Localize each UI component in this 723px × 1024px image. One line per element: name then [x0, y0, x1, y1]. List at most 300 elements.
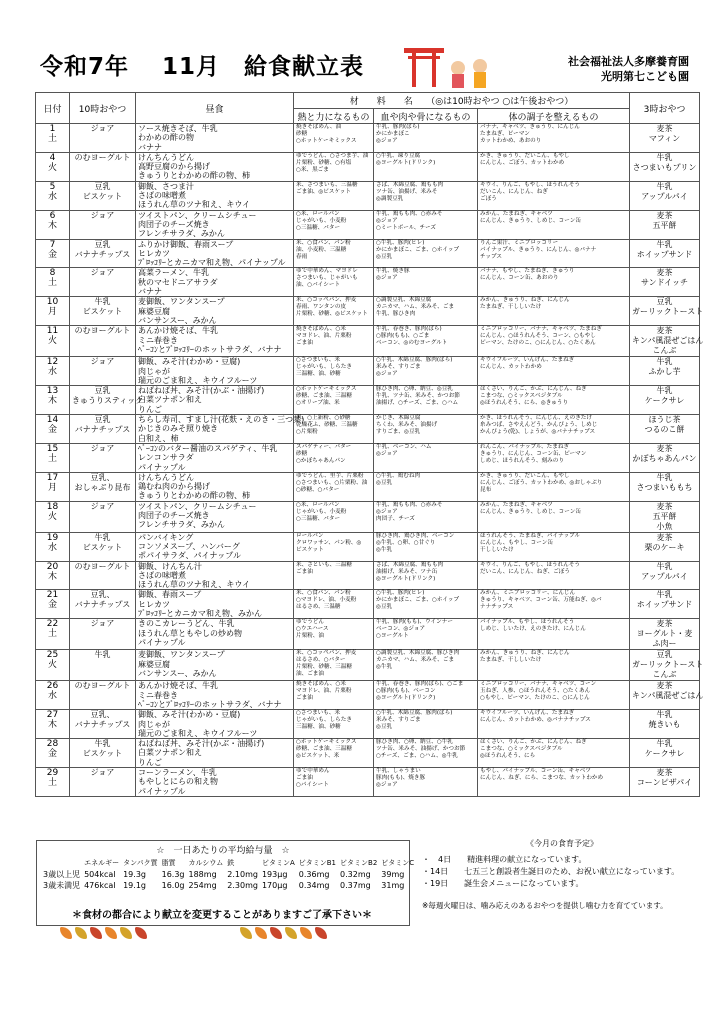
ingredient-text: 糸みつば、さやえんどう、かんぴょう、しめじ [480, 422, 598, 429]
ingredient-text: ◎豆乳 [376, 253, 393, 260]
nutrition-header: 鉄 [227, 859, 235, 867]
pm-snack-text: 牛乳 [656, 710, 673, 720]
day-number: 12 [46, 357, 59, 368]
menu-row [36, 386, 700, 415]
ingredient-text: 米みそ、すりごま [376, 364, 421, 371]
body-foods-cell [374, 472, 478, 501]
ingredient-text: 砂糖 [296, 131, 308, 137]
am-snack-text: 牛乳 [94, 650, 111, 660]
ingredient-text: ○パイシート [296, 782, 329, 789]
regulating-foods-cell [478, 710, 630, 739]
schedule-item: ・19日 誕生会メニューになっています。 [422, 879, 584, 888]
ingredient-text: にんじん、○ほうれんそう、コーン、○もやし [480, 333, 596, 340]
am-snack-text: ビスケット [82, 749, 123, 759]
ingredient-text: 油、○バイシート [296, 282, 341, 289]
pm-snack-cell [630, 152, 700, 181]
pm-snack-text: ガーリックトースト [632, 307, 704, 317]
lunch-cell [136, 297, 294, 326]
lunch-dish: 御飯、みそ汁(わかめ・豆腐) [138, 710, 241, 720]
regulating-foods-cell [478, 326, 630, 357]
body-foods-cell [374, 152, 478, 181]
pm-snack-text: さつまいもプリン [632, 162, 697, 172]
leaf-icon [90, 927, 102, 939]
lunch-dish: ちらし寿司、すまし汁(花麩・えのき・三つ葉) [138, 415, 305, 425]
energy-foods-cell [294, 532, 374, 561]
lunch-dish: きゅうりとわかめの酢の物、柿 [138, 171, 250, 181]
day-number: 7 [49, 239, 56, 250]
body-foods-cell [374, 239, 478, 268]
pm-snack-text: 焼きいも [648, 720, 681, 730]
day-number: 5 [49, 181, 56, 192]
ingredient-text: 米、○食パン、パン粉 [296, 239, 351, 246]
pm-snack-text: ほうじ茶 [648, 415, 681, 425]
ingredient-text: ○さつまいも、○片栗粉、油 [296, 479, 368, 486]
pm-snack-cell [630, 415, 700, 444]
ingredient-text: 焼きそばめん、油 [296, 124, 342, 130]
nutrition-header: エネルギー [84, 859, 120, 867]
ingredient-text: ○マヨドレ、油、小麦粉 [296, 597, 357, 604]
day-number: 20 [46, 561, 59, 572]
pm-snack-text: 小魚 [656, 521, 673, 531]
am-snack-text: ビスケット [82, 307, 123, 317]
ingredient-text: だいこん、にんじん、ねぎ、ごぼう [480, 568, 570, 575]
pm-snack-text: 豆乳 [656, 650, 673, 660]
pm-snack-text: 牛乳 [656, 472, 673, 482]
nutrition-age-group: 3歳未満児 [43, 881, 81, 890]
date-cell [36, 357, 70, 386]
pm-snack-text: さつまいももち [636, 482, 693, 492]
schedule-item: ・14日 七五三と創設者生誕日のため、お祝い献立になっています。 [422, 867, 680, 876]
ingredient-text: ○牛乳、豚肉(ヒレ) [376, 590, 425, 597]
nutrition-value: 16.0g [161, 881, 185, 890]
lunch-dish: ミニ春巻き [138, 335, 178, 345]
lunch-dish: 御飯、春雨スープ [138, 590, 202, 600]
am-snack-text: ビスケット [82, 191, 123, 201]
ingredient-text: かにかまぼこ [376, 131, 410, 137]
lunch-dish: ツイストパン、クリームシチュー [138, 501, 257, 511]
date-cell [36, 561, 70, 590]
regulating-foods-cell [478, 501, 630, 532]
lunch-cell [136, 443, 294, 472]
body-foods-cell [374, 590, 478, 619]
ingredient-text: ツナ缶、油揚げ、米みそ [376, 188, 438, 195]
menu-row [36, 532, 700, 561]
am-snack-text: ジョア [90, 768, 115, 778]
am-snack-text: 豆乳、 [90, 590, 115, 600]
lunch-dish: けんちんうどん [138, 152, 194, 162]
nutrition-header: 脂質 [161, 859, 176, 867]
nutrition-value: 254mg [188, 881, 217, 890]
ingredient-text: みかん、ミニブロッコリー、にんじん [480, 590, 576, 597]
ingredient-text: かにかまぼこ、ごま、○ホイップ [376, 597, 460, 604]
pm-snack-text: 麦茶 [656, 532, 673, 542]
pm-snack-text: 麦茶 [656, 443, 673, 453]
am-snack-text: ジョア [90, 443, 115, 453]
pm-snack-cell [630, 443, 700, 472]
ingredient-text: しめじ、ほうれんそう、刻みのり [480, 457, 564, 464]
menu-row [36, 124, 700, 153]
ingredient-text: ◎ジョア [376, 450, 398, 457]
lunch-dish: 肉じゃが [138, 366, 170, 376]
ingredient-text: にんじん、コーン缶、あおのり [480, 275, 559, 282]
ingredient-text: ◎ほうれんそう、にら [480, 753, 536, 760]
am-snack-text: 牛乳 [94, 739, 111, 749]
pm-snack-text: 五平餅 [652, 220, 677, 230]
ingredient-text: にんじん、カットわかめ [480, 364, 542, 371]
ingredient-text: 三温糖、油、砂糖 [296, 371, 341, 378]
ingredient-text: ○チーズ、ごま、○ハム、◎牛乳 [376, 753, 458, 760]
food-education-schedule [422, 838, 702, 912]
nutrition-row [41, 880, 416, 891]
lunch-cell [136, 415, 305, 444]
ingredient-text: ミニブロッコリー、バナナ、キャベツ、たまねぎ [480, 326, 602, 333]
ingredient-text: ○牛乳、木綿豆腐、豚肉(ばら) [376, 357, 453, 364]
pm-snack-text: 麦茶 [656, 210, 673, 220]
ingredient-text: 豚肉(もも)、焼き豚 [376, 775, 426, 782]
am-snack-cell [70, 532, 136, 561]
ingredient-text: 片栗粉、砂糖、○有塩 [296, 159, 352, 166]
ingredient-text: ごま油 [296, 568, 313, 575]
day-number: 29 [46, 768, 59, 779]
lunch-dish: 御飯、けんちん汁 [138, 561, 202, 571]
ingredient-text: 焼きそばめん、○米 [296, 326, 346, 333]
ingredient-text: ベーコン、◎ジョア [376, 626, 426, 633]
lunch-dish: ほうれん草ともやしの炒め物 [138, 628, 242, 638]
ingredient-text: ほうれんそう、たまねぎ、パイナップル [480, 532, 581, 539]
pm-snack-text: ケークサレ [644, 749, 685, 759]
schedule-title: 《今月の食育予定》 [526, 839, 598, 848]
lunch-dish: フレンチサラダ、みかん [138, 520, 225, 530]
energy-foods-cell [294, 739, 374, 768]
lunch-dish: 御飯、みそ汁(わかめ・豆腐) [138, 357, 241, 367]
menu-row [36, 768, 700, 797]
lunch-cell [136, 268, 294, 297]
nutrition-header: タンパク質 [123, 859, 158, 867]
ingredient-text: 油揚げ、○チーズ、ごま、○ハム [376, 400, 459, 407]
lunch-cell [136, 619, 294, 650]
ingredient-text: 牛乳、鶏もも肉、○赤みそ [376, 501, 443, 508]
pm-snack-text: 栗のケーキ [644, 542, 685, 552]
pm-snack-text: ヨーグルト・麦 [636, 629, 693, 639]
header-ingredients [294, 93, 630, 109]
pm-snack-text: 麦茶 [656, 619, 673, 629]
day-number: 18 [46, 501, 59, 512]
lunch-cell [136, 650, 294, 681]
lunch-dish: 麻婆豆腐 [138, 659, 170, 669]
pm-snack-text: 五平餅 [652, 511, 677, 521]
ingredient-text: 乾燥花ふ、砂糖、三温糖 [296, 422, 358, 429]
am-snack-cell [70, 357, 136, 386]
ingredient-text: ゆでうどん、○さつま芋、油 [296, 152, 369, 159]
ingredient-text: 牛乳、豚肉(ばら) [376, 124, 420, 130]
body-foods-cell [374, 124, 478, 153]
regulating-foods-cell [478, 415, 630, 444]
pm-snack-cell [630, 239, 700, 268]
leaf-icon [300, 927, 312, 939]
menu-row [36, 152, 700, 181]
ingredient-text: ロールパン [296, 532, 324, 539]
body-foods-cell [374, 710, 478, 739]
energy-foods-cell [294, 268, 374, 297]
am-snack-text: バナナチップス [74, 720, 131, 730]
pm-snack-cell [630, 386, 700, 415]
nutrition-value: 476kcal [84, 881, 116, 890]
day-of-week: 土 [47, 134, 57, 144]
energy-foods-cell [294, 561, 374, 590]
pm-snack-cell [630, 561, 700, 590]
lunch-cell [136, 239, 294, 268]
pm-snack-text: ふかし芋 [648, 367, 681, 377]
menu-row [36, 650, 700, 681]
am-snack-text: バナナチップス [74, 249, 131, 259]
ingredient-text: ○牛乳、木綿豆腐、豚肉(ばら) [376, 710, 453, 717]
energy-foods-cell [294, 768, 374, 797]
am-snack-cell [70, 501, 136, 532]
ingredient-text: かき、きゅうり、だいこん、もやし [480, 472, 570, 479]
day-of-week: 水 [47, 191, 57, 202]
ingredient-text: じゃがいも、しらたき [296, 717, 352, 724]
ingredient-text: キウイ、りんご、もやし、ほうれんそう [480, 181, 581, 188]
ingredient-text: 米、○コッペパン、押麦 [296, 650, 357, 657]
lunch-dish: バンサンスー、みかん [138, 668, 217, 678]
ingredient-text: クロワッサン、パン粉、◎ [296, 539, 362, 546]
pm-snack-cell [630, 210, 700, 239]
ingredient-text: はるさめ、○バター [296, 657, 346, 664]
ingredient-text: きゅうり、にんじん、コーン缶、ピーマン [480, 450, 587, 457]
nutrition-header: ビタミンB2 [340, 859, 378, 867]
ingredient-text: ○もやし、ピーマン、たけのこ、○にんじん [480, 695, 590, 702]
ingredient-text: 焼きそばめん、○米 [296, 681, 346, 688]
leaf-icon [120, 927, 132, 939]
nutrition-header: ビタミンB1 [298, 859, 337, 867]
am-snack-cell [70, 768, 136, 797]
regulating-foods-cell [478, 210, 630, 239]
menu-row [36, 268, 700, 297]
ingredient-text: ○米、黒ごま [296, 166, 329, 173]
leaf-icon [60, 927, 72, 939]
ingredient-text: 豚ひき肉、鶏ひき肉、ベーコン [376, 532, 455, 539]
ingredient-text: みかん、きゅうり、ねぎ、にんじん [480, 650, 570, 657]
ingredient-text: マヨドレ、油、片栗粉 [296, 333, 352, 340]
ingredient-text: もやし、パイナップル、コーン缶、キャベツ [480, 768, 591, 775]
day-of-week: 木 [47, 720, 57, 731]
day-of-week: 水 [47, 691, 57, 702]
ingredient-text: さば、木綿豆腐、鶏もも肉 [376, 561, 444, 568]
body-foods-cell [374, 739, 478, 768]
ingredient-text: ◎ヨーグルト(ドリンク) [376, 159, 436, 166]
menu-row [36, 739, 700, 768]
ingredient-text: ◎豆乳 [376, 479, 393, 486]
menu-row [36, 501, 700, 532]
ingredient-text: じゃがいも、小麦粉 [296, 217, 347, 224]
lunch-dish: 白和え、柿 [138, 433, 179, 443]
day-number: 8 [49, 268, 56, 279]
nutrition-header: ビタミンC [381, 859, 415, 867]
ingredient-text: かじき、木綿豆腐 [376, 415, 421, 422]
regulating-foods-cell [478, 268, 630, 297]
header-ingredients-label: 材 料 名 [349, 97, 413, 107]
am-snack-text: 牛乳 [94, 532, 111, 542]
organization-name [568, 54, 689, 84]
lunch-dish: 麦御飯、ワンタンスープ [138, 297, 225, 307]
ingredient-text: 豚ひき肉、○卵、納豆、◎豆乳 [376, 386, 453, 393]
lunch-dish: 肉団子のチーズ焼き [138, 510, 210, 520]
ingredient-text: バナナ、もやし、たまねぎ、きゅうり [480, 268, 575, 275]
ingredient-text: ちくわ、米みそ、油揚げ [376, 422, 438, 429]
menu-row [36, 619, 700, 650]
lunch-dish: りんご [138, 404, 162, 414]
am-snack-cell [70, 124, 136, 153]
ingredient-text: ◎ジョア [376, 275, 398, 282]
ingredient-text: ○かぼちゃあんパン [296, 457, 346, 464]
am-snack-cell [70, 152, 136, 181]
ingredient-text: ナナチップス [480, 604, 514, 611]
regulating-foods-cell [478, 357, 630, 386]
pm-snack-cell [630, 268, 700, 297]
energy-foods-cell [294, 443, 374, 472]
menu-row [36, 326, 700, 357]
ingredient-text: バナナ、キャベツ、きゅうり、にんじん [480, 124, 580, 130]
day-of-week: 火 [47, 511, 57, 522]
am-snack-cell [70, 619, 136, 650]
ingredient-text: カットわかめ、あおのり [480, 138, 542, 144]
am-snack-cell [70, 326, 136, 357]
pm-snack-text: ふ肉ー [652, 639, 677, 649]
date-cell [36, 268, 70, 297]
leaf-icon [285, 927, 297, 939]
ingredient-text: こまつな、○ミックスベジタブル [480, 746, 563, 753]
ingredient-text: はくさい、りんご、かぶ、にんじん、ねぎ [480, 386, 587, 393]
body-foods-cell [374, 619, 478, 650]
lunch-dish: あんかけ焼そば、牛乳 [138, 681, 218, 691]
lunch-dish: ソース焼きそば、牛乳 [138, 124, 218, 133]
ingredient-text: ◎ジョア [376, 371, 398, 378]
ingredient-text: ○豚肉(もも)、○ごま [376, 333, 430, 340]
pm-snack-text: ホイップサンド [636, 600, 693, 610]
leaf-icon [270, 927, 282, 939]
body-foods-cell [374, 532, 478, 561]
ingredient-text: たまねぎ、干ししいたけ [480, 304, 542, 311]
date-cell [36, 619, 70, 650]
nutrition-value: 0.37mg [340, 881, 371, 890]
lunch-cell [136, 357, 294, 386]
nutrition-value: 16.3g [161, 870, 185, 879]
am-snack-text: ジョア [90, 357, 115, 367]
day-of-week: 金 [47, 600, 57, 611]
date-cell [36, 124, 70, 153]
shrine-gate-illustration [400, 44, 560, 90]
regulating-foods-cell [478, 739, 630, 768]
nutrition-header: カルシウム [188, 859, 224, 867]
date-cell [36, 415, 70, 444]
ingredient-text: みかん、たまねぎ、キャベツ [480, 501, 553, 508]
ingredient-text: 牛乳、豚肉(もも)、ウインナー [376, 619, 453, 626]
regulating-foods-cell [478, 386, 630, 415]
lunch-dish: きゅうりとわかめの酢の物、柿 [138, 491, 250, 501]
ingredient-text: ○三温糖、バター [296, 515, 341, 522]
lunch-dish: 御飯、さつま汁 [138, 181, 194, 191]
lunch-cell [136, 681, 294, 710]
lunch-dish: ツイストパン、クリームシチュー [138, 210, 257, 220]
ingredient-text: じゃがいも、しらたき [296, 364, 352, 371]
day-of-week: 月 [47, 307, 57, 318]
lunch-dish: 肉じゃが [138, 719, 170, 729]
lunch-dish: ねばねば丼、みそ汁(かぶ・油揚げ) [138, 739, 265, 749]
lunch-dish: ﾍﾞｰｺﾝのバター醤油のスパゲティ、牛乳 [138, 443, 278, 453]
day-number: 4 [49, 152, 56, 163]
body-foods-cell [374, 326, 478, 357]
pm-snack-text: 麦茶 [656, 681, 673, 691]
ingredient-text: にんじん、きゅうり、しめじ、コーン缶 [480, 217, 581, 224]
ingredient-text: ゆでうどん [296, 619, 324, 626]
ingredient-text: ◎ほうれんそう、にら、◎きゅうり [480, 400, 569, 407]
ingredient-text: だいこん、にんじん、ねぎ [480, 188, 548, 195]
pm-snack-text: アップルパイ [641, 191, 688, 201]
pm-snack-text: 麦茶 [656, 268, 673, 278]
ingredient-text: りんご果汁、ミニブロッコリー [480, 239, 559, 246]
am-snack-cell [70, 443, 136, 472]
lunch-cell [136, 210, 294, 239]
ingredient-text: 牛乳、焼き豚 [376, 268, 410, 275]
ingredient-text: ◎ヨーグルト(ドリンク) [376, 575, 436, 582]
date-cell [36, 768, 70, 797]
energy-foods-cell [294, 297, 374, 326]
lunch-dish: もやしとにらの和え物 [138, 777, 218, 787]
day-number: 27 [46, 710, 59, 721]
ingredient-text: 油揚げ、米みそ、ツナ缶 [376, 568, 438, 575]
nutrition-value: 2.30mg [227, 881, 258, 890]
ingredient-text: ○オリーブ油、米 [296, 400, 340, 407]
day-of-week: 土 [47, 278, 57, 289]
lunch-dish: コンソメスープ、ハンバーグ [138, 541, 240, 551]
am-snack-cell [70, 561, 136, 590]
nutrition-value: 39mg [381, 870, 405, 879]
lunch-dish: ﾌﾞﾛｯｺﾘｰとカニカマ和え物、パイナップル [138, 258, 286, 268]
lunch-dish: あんかけ焼そば、牛乳 [138, 326, 218, 336]
regulating-foods-cell [478, 472, 630, 501]
lunch-dish: ふりかけ御飯、春雨スープ [138, 239, 234, 249]
lunch-dish: パンバイキング [138, 532, 194, 542]
am-snack-cell [70, 681, 136, 710]
day-number: 22 [46, 619, 59, 630]
lunch-dish: ﾌﾞﾛｯｺﾘｰとカニカマ和え物、みかん [138, 609, 262, 619]
pm-snack-cell [630, 472, 700, 501]
day-number: 25 [46, 650, 59, 661]
pm-snack-cell [630, 326, 704, 357]
regulating-foods-cell [478, 239, 630, 268]
lunch-dish: 高野豆腐のから揚げ [138, 162, 210, 172]
body-foods-cell [374, 650, 478, 681]
ingredient-text: 肉団子、チーズ [376, 515, 415, 522]
pm-snack-cell [630, 590, 700, 619]
lunch-dish: ほうれん草のツナ和え、キウイ [138, 200, 251, 210]
ingredient-text: かにかまぼこ、ごま、○ホイップ [376, 246, 460, 253]
pm-snack-text: かぼちゃあんパン [632, 453, 697, 463]
pm-snack-text: 牛乳 [656, 357, 673, 367]
am-snack-text: 牛乳 [94, 297, 111, 307]
am-snack-cell [70, 239, 136, 268]
body-foods-cell [374, 210, 478, 239]
energy-foods-cell [294, 650, 374, 681]
header-date: 日付 [36, 93, 70, 124]
energy-foods-cell [294, 710, 374, 739]
pm-snack-text: 麦茶 [656, 768, 673, 778]
energy-foods-cell [294, 472, 374, 501]
lunch-cell [136, 472, 294, 501]
lunch-dish: ほうれん草のツナ和え、キウイ [138, 580, 251, 590]
pm-snack-text: 牛乳 [656, 181, 673, 191]
ingredient-text: さつまいも、じゃがいも [296, 275, 358, 282]
